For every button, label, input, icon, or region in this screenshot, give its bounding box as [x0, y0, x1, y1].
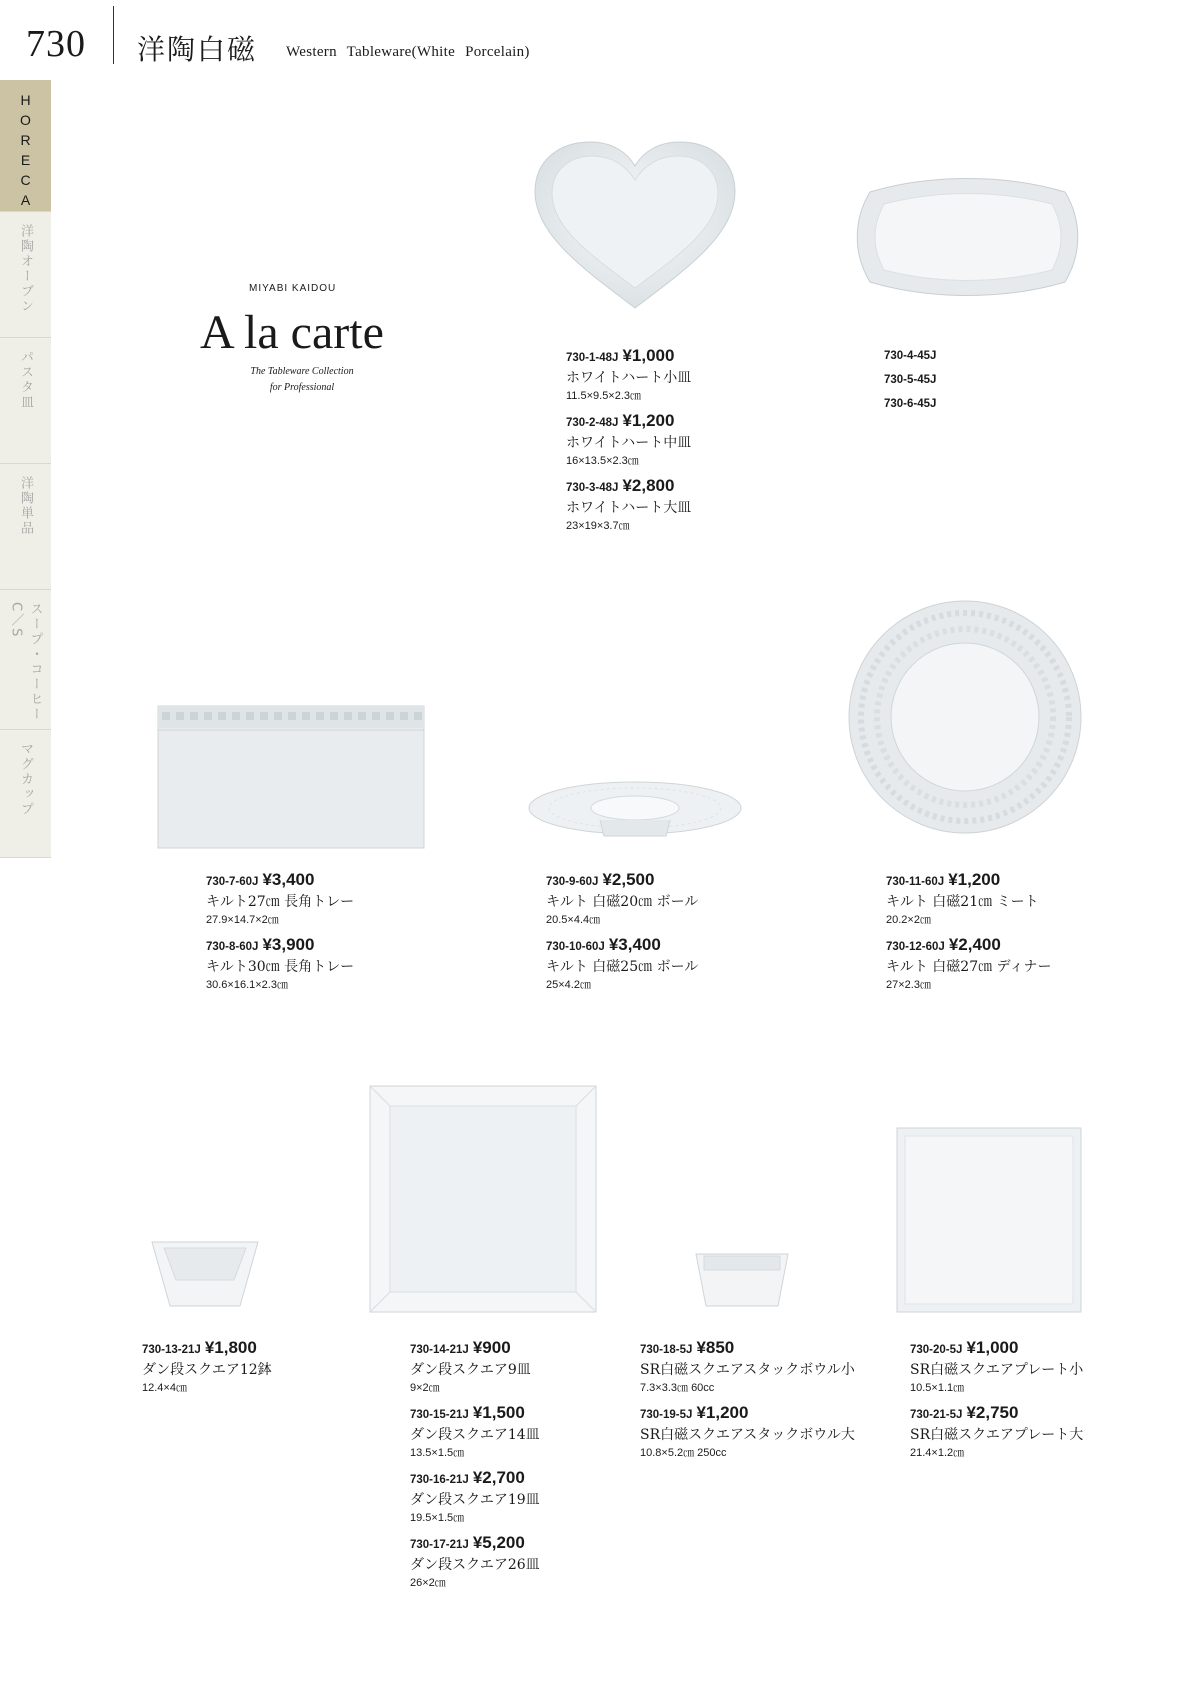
square-bowl-list [142, 1338, 272, 1403]
product-entry [410, 1468, 540, 1525]
product-dimensions: 10.5×1.1㎝ [910, 1382, 965, 1394]
product-name: キルト 白磁20㎝ ボール [546, 894, 699, 910]
page-number: 730 [26, 23, 86, 65]
product-entry [410, 1403, 540, 1460]
product-code: 730-15-21J [410, 1409, 469, 1421]
product-dimensions: 26×2㎝ [410, 1577, 446, 1589]
product-price: ¥850 [696, 1338, 735, 1357]
oval-platter-image [860, 178, 1075, 296]
sr-stack-bowl-image [694, 1252, 790, 1308]
heart-plate-list [566, 346, 691, 541]
product-name: ダン段スクエア12鉢 [142, 1362, 272, 1378]
product-name: キルト 白磁27㎝ ディナー [886, 959, 1052, 975]
product-dimensions: 11.5×9.5×2.3㎝ [566, 390, 642, 402]
product-dimensions: 16×13.5×2.3㎝ [566, 455, 639, 467]
product-price: ¥3,400 [262, 870, 315, 889]
quilt-round-plate-image [848, 600, 1082, 834]
product-code: 730-11-60J [886, 876, 945, 888]
product-dimensions: 27×2.3㎝ [886, 979, 931, 991]
product-name: ホワイトハート小皿 [566, 370, 692, 386]
product-code: 730-14-21J [410, 1344, 469, 1356]
product-price: ¥1,200 [948, 870, 1001, 889]
product-entry [566, 476, 691, 533]
product-dimensions: 13.5×1.5㎝ [410, 1447, 465, 1459]
product-price: ¥5,200 [472, 1533, 525, 1552]
product-name: キルト30㎝ 長角トレー [206, 959, 355, 975]
square-plate-list [410, 1338, 540, 1598]
side-tab-label: 洋陶単品 [18, 476, 33, 536]
product-name: キルト 白磁21㎝ ミート [886, 894, 1039, 910]
product-entry [640, 1403, 855, 1460]
product-entry [206, 935, 354, 992]
product-code: 730-12-60J [886, 941, 945, 953]
side-tab-oven[interactable] [0, 212, 51, 338]
product-price: ¥3,900 [262, 935, 315, 954]
product-entry [640, 1338, 855, 1395]
product-price: ¥1,000 [966, 1338, 1019, 1357]
product-code: 730-19-5J [640, 1409, 693, 1421]
side-tab-single[interactable] [0, 464, 51, 590]
product-name: キルト 白磁25㎝ ボール [546, 959, 699, 975]
product-code: 730-6-45J [884, 398, 937, 410]
brand-maker: MIYABI KAIDOU [249, 283, 337, 294]
side-tab-label: 洋陶オーブン [18, 224, 33, 314]
sr-square-plate-image [897, 1128, 1081, 1312]
product-price: ¥900 [472, 1338, 511, 1357]
header-divider [113, 6, 114, 64]
product-price: ¥1,000 [622, 346, 675, 365]
product-price: ¥2,750 [966, 1403, 1019, 1422]
product-dimensions: 9×2㎝ [410, 1382, 440, 1394]
product-dimensions: 10.8×5.2㎝ 250cc [640, 1447, 727, 1459]
product-price: ¥3,400 [608, 935, 661, 954]
product-code: 730-7-60J [206, 876, 259, 888]
product-code: 730-1-48J [566, 352, 619, 364]
quilt-pasta-bowl-image [528, 780, 742, 850]
quilt-bowl-list [546, 870, 698, 1000]
quilt-tray-list [206, 870, 354, 1000]
product-entry [410, 1533, 540, 1590]
side-tab-mug[interactable] [0, 730, 51, 858]
product-entry [886, 870, 1051, 927]
brand-tagline: The Tableware Collection [250, 366, 354, 377]
product-name: ホワイトハート中皿 [566, 435, 692, 451]
product-name: SR白磁スクエアプレート大 [910, 1427, 1084, 1443]
side-tab-pasta[interactable] [0, 338, 51, 464]
square-bowl-image [150, 1240, 260, 1308]
quilt-round-plate-list [886, 870, 1051, 1000]
product-code: 730-2-48J [566, 417, 619, 429]
side-tab-label: HORECA [17, 92, 34, 212]
product-code: 730-3-48J [566, 482, 619, 494]
side-tab-soup-coffee[interactable] [0, 590, 51, 730]
product-code: 730-10-60J [546, 941, 605, 953]
product-dimensions: 19.5×1.5㎝ [410, 1512, 465, 1524]
product-price: ¥2,400 [948, 935, 1001, 954]
product-entry [546, 935, 698, 992]
side-tab-label: パスタ皿 [18, 350, 33, 410]
product-dimensions: 20.5×4.4㎝ [546, 914, 601, 926]
product-price: ¥1,800 [204, 1338, 257, 1357]
product-name: ダン段スクエア19皿 [410, 1492, 540, 1508]
section-title-jp: 洋陶白磁 [137, 33, 258, 66]
side-tab-label: マグカップ [18, 742, 33, 817]
product-price: ¥1,500 [472, 1403, 525, 1422]
product-code: 730-13-21J [142, 1344, 201, 1356]
product-name: ホワイトハート大皿 [566, 500, 692, 516]
brand-title: A la carte [200, 306, 384, 359]
product-dimensions: 12.4×4㎝ [142, 1382, 187, 1394]
product-code: 730-4-45J [884, 350, 937, 362]
product-dimensions: 30.6×16.1×2.3㎝ [206, 979, 288, 991]
product-price: ¥2,700 [472, 1468, 525, 1487]
side-tab-horeca[interactable] [0, 80, 51, 212]
quilt-tray-image [158, 706, 424, 848]
product-dimensions: 21.4×1.2㎝ [910, 1447, 965, 1459]
product-price: ¥1,200 [622, 411, 675, 430]
product-dimensions: 20.2×2㎝ [886, 914, 931, 926]
side-tab-label: スープ・コーヒーC／S [8, 602, 43, 722]
oval-platter-list [884, 350, 936, 422]
product-name: キルト27㎝ 長角トレー [206, 894, 355, 910]
product-dimensions: 27.9×14.7×2㎝ [206, 914, 279, 926]
product-name: SR白磁スクエアプレート小 [910, 1362, 1084, 1378]
product-code: 730-5-45J [884, 374, 937, 386]
product-entry [566, 411, 691, 468]
product-entry [910, 1338, 1083, 1395]
product-name: ダン段スクエア26皿 [410, 1557, 540, 1573]
product-entry [886, 935, 1051, 992]
product-name: ダン段スクエア9皿 [410, 1362, 531, 1378]
sr-square-plate-list [910, 1338, 1083, 1468]
product-entry [546, 870, 698, 927]
product-name: ダン段スクエア14皿 [410, 1427, 540, 1443]
product-code: 730-21-5J [910, 1409, 963, 1421]
product-code: 730-18-5J [640, 1344, 693, 1356]
product-code: 730-9-60J [546, 876, 599, 888]
product-entry [410, 1338, 540, 1395]
product-entry [142, 1338, 272, 1395]
sr-stack-bowl-list [640, 1338, 855, 1468]
product-dimensions: 7.3×3.3㎝ 60cc [640, 1382, 715, 1394]
heart-plate-image [530, 140, 740, 320]
product-code: 730-17-21J [410, 1539, 469, 1551]
product-entry [910, 1403, 1083, 1460]
product-code: 730-8-60J [206, 941, 259, 953]
product-name: SR白磁スクエアスタックボウル小 [640, 1362, 855, 1378]
product-price: ¥2,800 [622, 476, 675, 495]
product-dimensions: 23×19×3.7㎝ [566, 520, 630, 532]
product-code: 730-20-5J [910, 1344, 963, 1356]
product-entry [206, 870, 354, 927]
product-name: SR白磁スクエアスタックボウル大 [640, 1427, 855, 1443]
product-code: 730-16-21J [410, 1474, 469, 1486]
product-price: ¥2,500 [602, 870, 655, 889]
square-plate-image [370, 1086, 596, 1312]
section-title-en: Western Tableware(White Porcelain) [286, 44, 530, 60]
brand-tagline: for Professional [269, 382, 335, 393]
product-price: ¥1,200 [696, 1403, 749, 1422]
product-dimensions: 25×4.2㎝ [546, 979, 591, 991]
product-entry [566, 346, 691, 403]
